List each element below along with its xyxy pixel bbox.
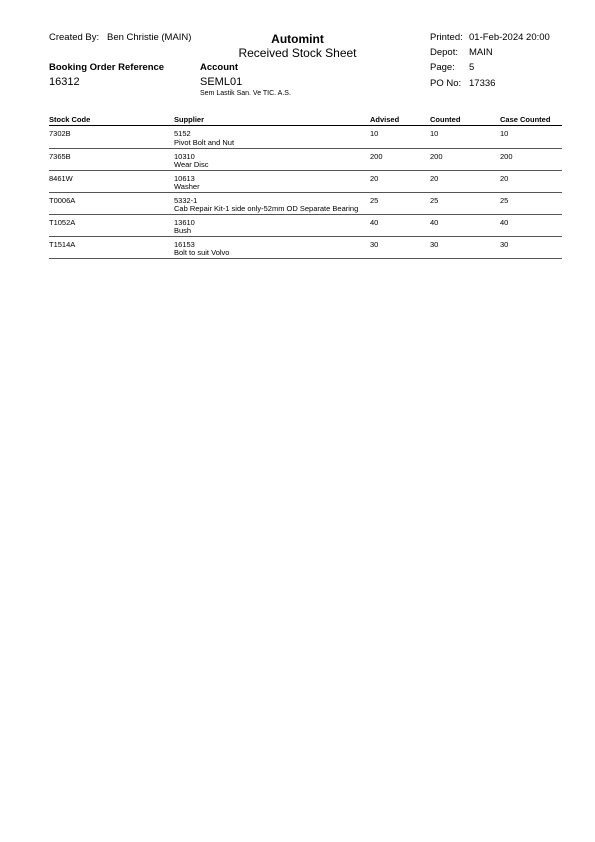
- stock-code: 8461W: [49, 174, 73, 183]
- item-description: Cab Repair Kit-1 side only-52mm OD Separate Bearing: [174, 204, 359, 213]
- col-header-case-counted: Case Counted: [500, 115, 551, 124]
- case-counted-qty: 25: [500, 196, 509, 205]
- po-label: PO No:: [430, 78, 462, 89]
- item-description: Wear Disc: [174, 160, 209, 169]
- advised-qty: 25: [370, 196, 379, 205]
- case-counted-qty: 200: [500, 152, 513, 161]
- booking-label: Booking Order Reference: [49, 62, 165, 73]
- row-divider: [49, 236, 562, 237]
- printed-value: 01-Feb-2024 20:00: [469, 32, 550, 43]
- row-divider: [49, 192, 562, 193]
- row-divider: [49, 258, 562, 259]
- advised-qty: 200: [370, 152, 383, 161]
- counted-qty: 20: [430, 174, 439, 183]
- col-header-counted: Counted: [430, 115, 461, 124]
- account-code: SEML01: [200, 76, 243, 88]
- col-header-stock-code: Stock Code: [49, 115, 91, 124]
- row-divider: [49, 148, 562, 149]
- col-header-supplier: Supplier: [174, 115, 205, 124]
- row-divider: [49, 170, 562, 171]
- supplier-code: 10613: [174, 174, 195, 183]
- page-value: 5: [469, 62, 475, 73]
- depot-label: Depot:: [430, 47, 458, 58]
- stock-code: 7302B: [49, 129, 71, 138]
- counted-qty: 25: [430, 196, 439, 205]
- item-description: Washer: [174, 182, 200, 191]
- supplier-code: 10310: [174, 152, 195, 161]
- counted-qty: 40: [430, 218, 439, 227]
- advised-qty: 10: [370, 129, 379, 138]
- case-counted-qty: 30: [500, 240, 509, 249]
- case-counted-qty: 10: [500, 129, 509, 138]
- sheet-title: Received Stock Sheet: [238, 46, 357, 60]
- stock-code: T0006A: [49, 196, 76, 205]
- account-name: Sem Lastik San. Ve TIC. A.S.: [200, 90, 291, 97]
- counted-qty: 10: [430, 129, 439, 138]
- po-value: 17336: [469, 78, 496, 89]
- stock-code: T1514A: [49, 240, 76, 249]
- counted-qty: 30: [430, 240, 439, 249]
- supplier-code: 13610: [174, 218, 195, 227]
- supplier-code: 5152: [174, 129, 191, 138]
- booking-value: 16312: [49, 76, 80, 88]
- counted-qty: 200: [430, 152, 443, 161]
- item-description: Bolt to suit Volvo: [174, 248, 230, 257]
- case-counted-qty: 20: [500, 174, 509, 183]
- table-header-rule: [49, 125, 562, 126]
- advised-qty: 30: [370, 240, 379, 249]
- printed-label: Printed:: [430, 32, 463, 43]
- item-description: Pivot Bolt and Nut: [174, 138, 235, 147]
- created-by-value: Ben Christie (MAIN): [107, 32, 192, 43]
- case-counted-qty: 40: [500, 218, 509, 227]
- stock-code: 7365B: [49, 152, 71, 161]
- row-divider: [49, 214, 562, 215]
- account-label: Account: [200, 62, 238, 73]
- item-description: Bush: [174, 226, 192, 235]
- created-by-label: Created By:: [49, 32, 100, 43]
- page-label: Page:: [430, 62, 455, 73]
- stock-code: T1052A: [49, 218, 76, 227]
- supplier-code: 16153: [174, 240, 195, 249]
- col-header-advised: Advised: [370, 115, 400, 124]
- advised-qty: 40: [370, 218, 379, 227]
- depot-value: MAIN: [469, 47, 493, 58]
- supplier-code: 5332-1: [174, 196, 198, 205]
- company-name: Automint: [271, 32, 324, 46]
- advised-qty: 20: [370, 174, 379, 183]
